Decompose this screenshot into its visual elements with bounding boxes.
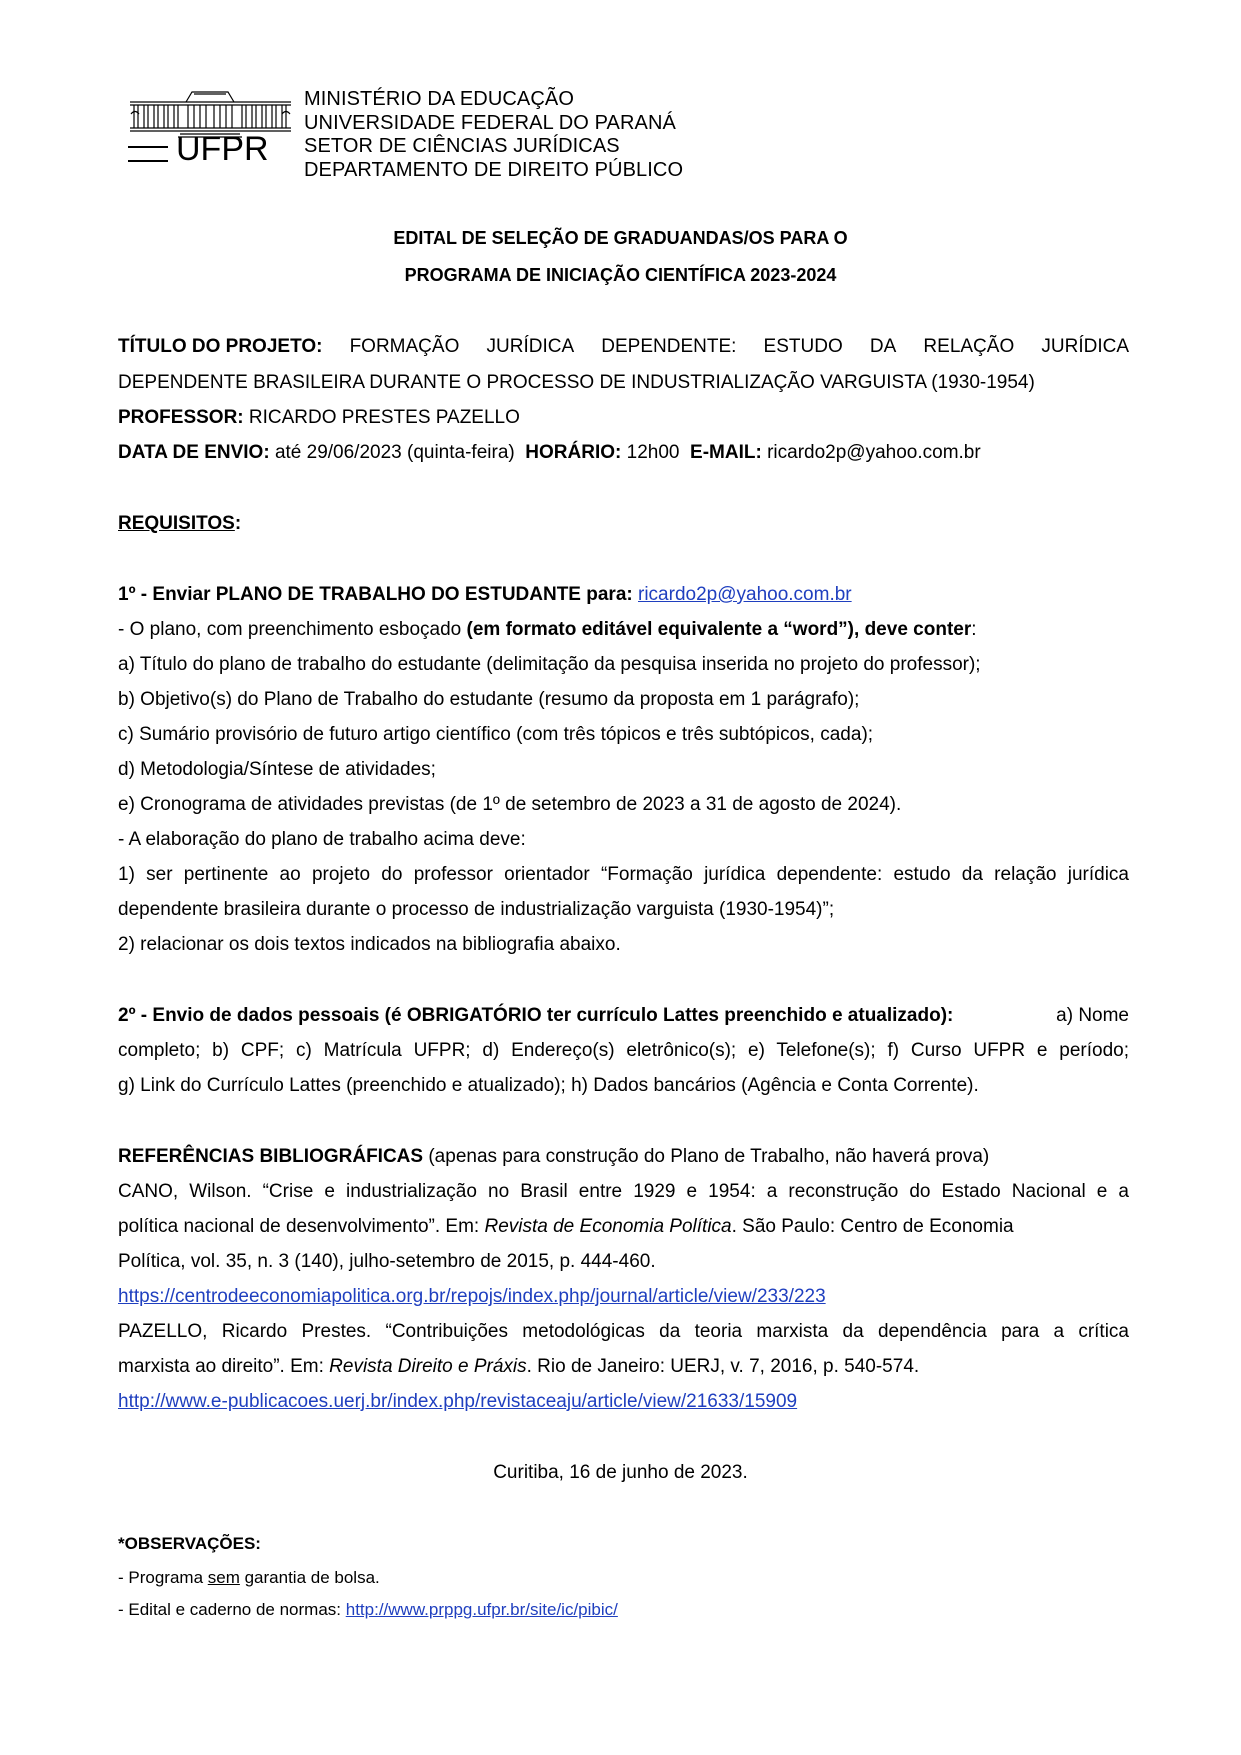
institution-line: MINISTÉRIO DA EDUCAÇÃO	[304, 88, 575, 110]
project-title-word: FORMAÇÃO	[349, 336, 460, 357]
reference-1-line3: Política, vol. 35, n. 3 (140), julho-setembro de 2015, p. 444-460.	[118, 1251, 656, 1272]
observations-heading: *OBSERVAÇÕES:	[118, 1534, 261, 1553]
project-title-word: DEPENDENTE:	[601, 336, 737, 357]
reference-2-line2	[118, 1356, 1129, 1378]
document-title-line2: PROGRAMA DE INICIAÇÃO CIENTÍFICA 2023-2024	[404, 265, 837, 285]
reference-1-publisher: . São Paulo: Centro de Economia	[731, 1216, 1014, 1237]
plan-item: b) Objetivo(s) do Plano de Trabalho do estudante (resumo da proposta em 1 parágrafo);	[118, 689, 860, 710]
plan-intro-format: (em formato editável equivalente a “word”)	[466, 619, 855, 640]
place-date: Curitiba, 16 de junho de 2023.	[493, 1462, 748, 1483]
time-value: 12h00	[626, 442, 680, 463]
plan-item: d) Metodologia/Síntese de atividades;	[118, 759, 436, 780]
reference-2-line1: PAZELLO, Ricardo Prestes. “Contribuições metodológicas da teoria marxista da dependência para a crítica	[118, 1321, 1129, 1342]
reference-2-link[interactable]: http://www.e-publicacoes.uerj.br/index.php/revistaceaju/article/view/21633/15909	[118, 1391, 798, 1412]
institution-lines	[304, 88, 683, 182]
plan-intro-colon: :	[971, 619, 977, 640]
reference-2-journal: Revista Direito e Práxis	[329, 1356, 527, 1377]
project-title-word: DA	[869, 336, 897, 357]
references-heading	[118, 1146, 1129, 1168]
step2-line1	[118, 1005, 1129, 1027]
step1-email-link[interactable]: ricardo2p@yahoo.com.br	[638, 584, 852, 605]
elaboration-intro: - A elaboração do plano de trabalho acima deve:	[118, 829, 526, 850]
observation-2	[118, 1600, 618, 1620]
project-title-line1	[118, 336, 1129, 358]
observation-1-rest: garantia de bolsa.	[239, 1568, 380, 1587]
project-title-word: ESTUDO	[763, 336, 843, 357]
reference-2-publisher: . Rio de Janeiro: UERJ, v. 7, 2016, p. 540-574.	[526, 1356, 920, 1377]
professor-label: PROFESSOR:	[118, 407, 244, 428]
reference-2-url-row	[118, 1391, 1129, 1413]
reference-1-link[interactable]: https://centrodeeconomiapolitica.org.br/repojs/index.php/journal/article/view/233/223	[118, 1286, 826, 1307]
project-title-line2: DEPENDENTE BRASILEIRA DURANTE O PROCESSO DE INDUSTRIALIZAÇÃO VARGUISTA (1930-1954)	[118, 372, 1035, 393]
plan-intro-text: - O plano, com preenchimento esboçado	[118, 619, 467, 640]
plan-intro-contain: , deve conter	[854, 619, 972, 640]
observation-1-emphasis: sem	[207, 1568, 240, 1587]
svg-text:UFPR: UFPR	[176, 130, 269, 168]
professor-line	[118, 407, 1129, 429]
requirements-heading-text: REQUISITOS	[118, 513, 235, 534]
date-value: até 29/06/2023 (quinta-feira)	[274, 442, 515, 463]
references-heading-note: (apenas para construção do Plano de Trabalho, não haverá prova)	[423, 1146, 990, 1167]
institution-line: UNIVERSIDADE FEDERAL DO PARANÁ	[304, 111, 676, 134]
letterhead	[128, 88, 928, 184]
email-label: E-MAIL:	[690, 442, 762, 463]
step2-label: 2º - Envio de dados pessoais (é OBRIGATÓRIO ter currículo Lattes preenchido e atualizado):	[118, 1005, 954, 1026]
elaboration-item-1-line2: dependente brasileira durante o processo de industrialização varguista (1930-1954)”;	[118, 899, 835, 920]
references-heading-text: REFERÊNCIAS BIBLIOGRÁFICAS	[118, 1146, 424, 1167]
project-title-label: TÍTULO DO PROJETO:	[118, 336, 323, 357]
submission-line	[118, 442, 1129, 464]
step2-line3: g) Link do Currículo Lattes (preenchido e atualizado); h) Dados bancários (Agência e Conta Corrente).	[118, 1075, 979, 1096]
requirements-heading-colon: :	[234, 513, 242, 534]
document-title-line1: EDITAL DE SELEÇÃO DE GRADUANDAS/OS PARA O	[393, 228, 848, 248]
email-value: ricardo2p@yahoo.com.br	[767, 442, 981, 463]
observation-1-text: - Programa	[118, 1568, 208, 1587]
step2-line2: completo; b) CPF; c) Matrícula UFPR; d) Endereço(s) eletrônico(s); e) Telefone(s); f) Curso UFPR e período;	[118, 1040, 1129, 1061]
plan-item: a) Título do plano de trabalho do estudante (delimitação da pesquisa inserida no projeto do professor);	[118, 654, 981, 675]
ufpr-logo	[128, 88, 293, 184]
institution-line: DEPARTAMENTO DE DIREITO PÚBLICO	[304, 158, 684, 181]
plan-item: e) Cronograma de atividades previstas (de 1º de setembro de 2023 a 31 de agosto de 2024).	[118, 794, 902, 815]
reference-1-line2	[118, 1216, 1129, 1238]
reference-1-text: política nacional de desenvolvimento”. Em:	[118, 1216, 485, 1237]
project-title-word: JURÍDICA	[1041, 336, 1129, 357]
step2-first-item: a) Nome	[1056, 1005, 1129, 1026]
institution-line: SETOR DE CIÊNCIAS JURÍDICAS	[304, 135, 620, 157]
date-label: DATA DE ENVIO:	[118, 442, 270, 463]
professor-name: RICARDO PRESTES PAZELLO	[248, 407, 520, 428]
elaboration-item-2: 2) relacionar os dois textos indicados na bibliografia abaixo.	[118, 934, 621, 955]
reference-1-journal: Revista de Economia Política	[484, 1216, 732, 1237]
reference-1-url-row	[118, 1286, 1129, 1308]
requirements-heading	[118, 513, 1129, 535]
step1-line	[118, 584, 1129, 606]
reference-2-text: marxista ao direito”. Em:	[118, 1356, 330, 1377]
plan-item: c) Sumário provisório de futuro artigo científico (com três tópicos e três subtópicos, cada);	[118, 724, 874, 745]
plan-intro	[118, 619, 1129, 641]
observation-2-link[interactable]: http://www.prppg.ufpr.br/site/ic/pibic/	[345, 1600, 618, 1619]
observation-1	[118, 1568, 380, 1588]
time-label: HORÁRIO:	[525, 442, 622, 463]
elaboration-item-1-line1: 1) ser pertinente ao projeto do professor orientador “Formação jurídica dependente: estudo da relação jurídica	[118, 864, 1129, 885]
reference-1-line1: CANO, Wilson. “Crise e industrialização no Brasil entre 1929 e 1954: a reconstrução do Estado Nacional e a	[118, 1181, 1129, 1202]
project-title-word: RELAÇÃO	[923, 336, 1015, 357]
project-title-word: JURÍDICA	[486, 336, 575, 357]
observation-2-text: - Edital e caderno de normas:	[118, 1600, 346, 1619]
step1-label: 1º - Enviar PLANO DE TRABALHO DO ESTUDANTE para:	[118, 584, 633, 605]
